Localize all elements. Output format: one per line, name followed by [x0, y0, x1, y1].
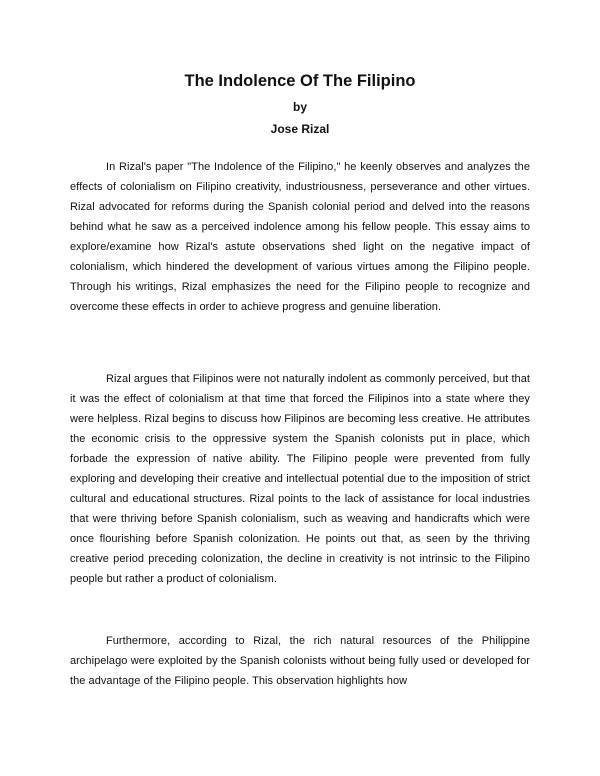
byline-by: by [292, 100, 307, 114]
document-title: The Indolence Of The Filipino [184, 72, 416, 90]
paragraph-1: In Rizal's paper "The Indolence of the Filipino," he keenly observes and analyzes the effects of colonialism on Filipino creativity, industriousness, perseverance and other virtues. Rizal advocated for reforms during the Spanish colonial period and delved into the reasons behind what he saw as a perceived indolence among his fellow people. This essay aims to explore/examine how Rizal's astute observations shed light on the negative impact of colonialism, which hindered the development of various virtues among the Filipino people. Through his writings, Rizal emphasizes the need for the Filipino people to recognize and overcome these effects in order to achieve progress and genuine liberation. [70, 161, 530, 313]
author-name: Jose Rizal [270, 122, 330, 136]
paragraph-2: Rizal argues that Filipinos were not naturally indolent as commonly perceived, but that it was the effect of colonialism at that time that forced the Filipinos into a state where they were helpless. Rizal begins to discuss how Filipinos are becoming less creative. He attributes the economic crisis to the oppressive system the Spanish colonists put in place, which forbade the expression of native ability. The Filipino people were prevented from fully exploring and developing their creative and intellectual potential due to the imposition of strict cultural and educational structures. Rizal points to the lack of assistance for local industries that were thriving before Spanish colonialism, such as weaving and handicrafts which were once flourishing before Spanish colonization. He points out that, as seen by the thriving creative period preceding colonization, the decline in creativity is not intrinsic to the Filipino people but rather a product of colonialism. [70, 373, 530, 585]
paragraph-3: Furthermore, according to Rizal, the rich natural resources of the Philippine archipelago were exploited by the Spanish colonists without being fully used or developed for the advantage of the Filipino people. This observation highlights how [70, 635, 530, 687]
